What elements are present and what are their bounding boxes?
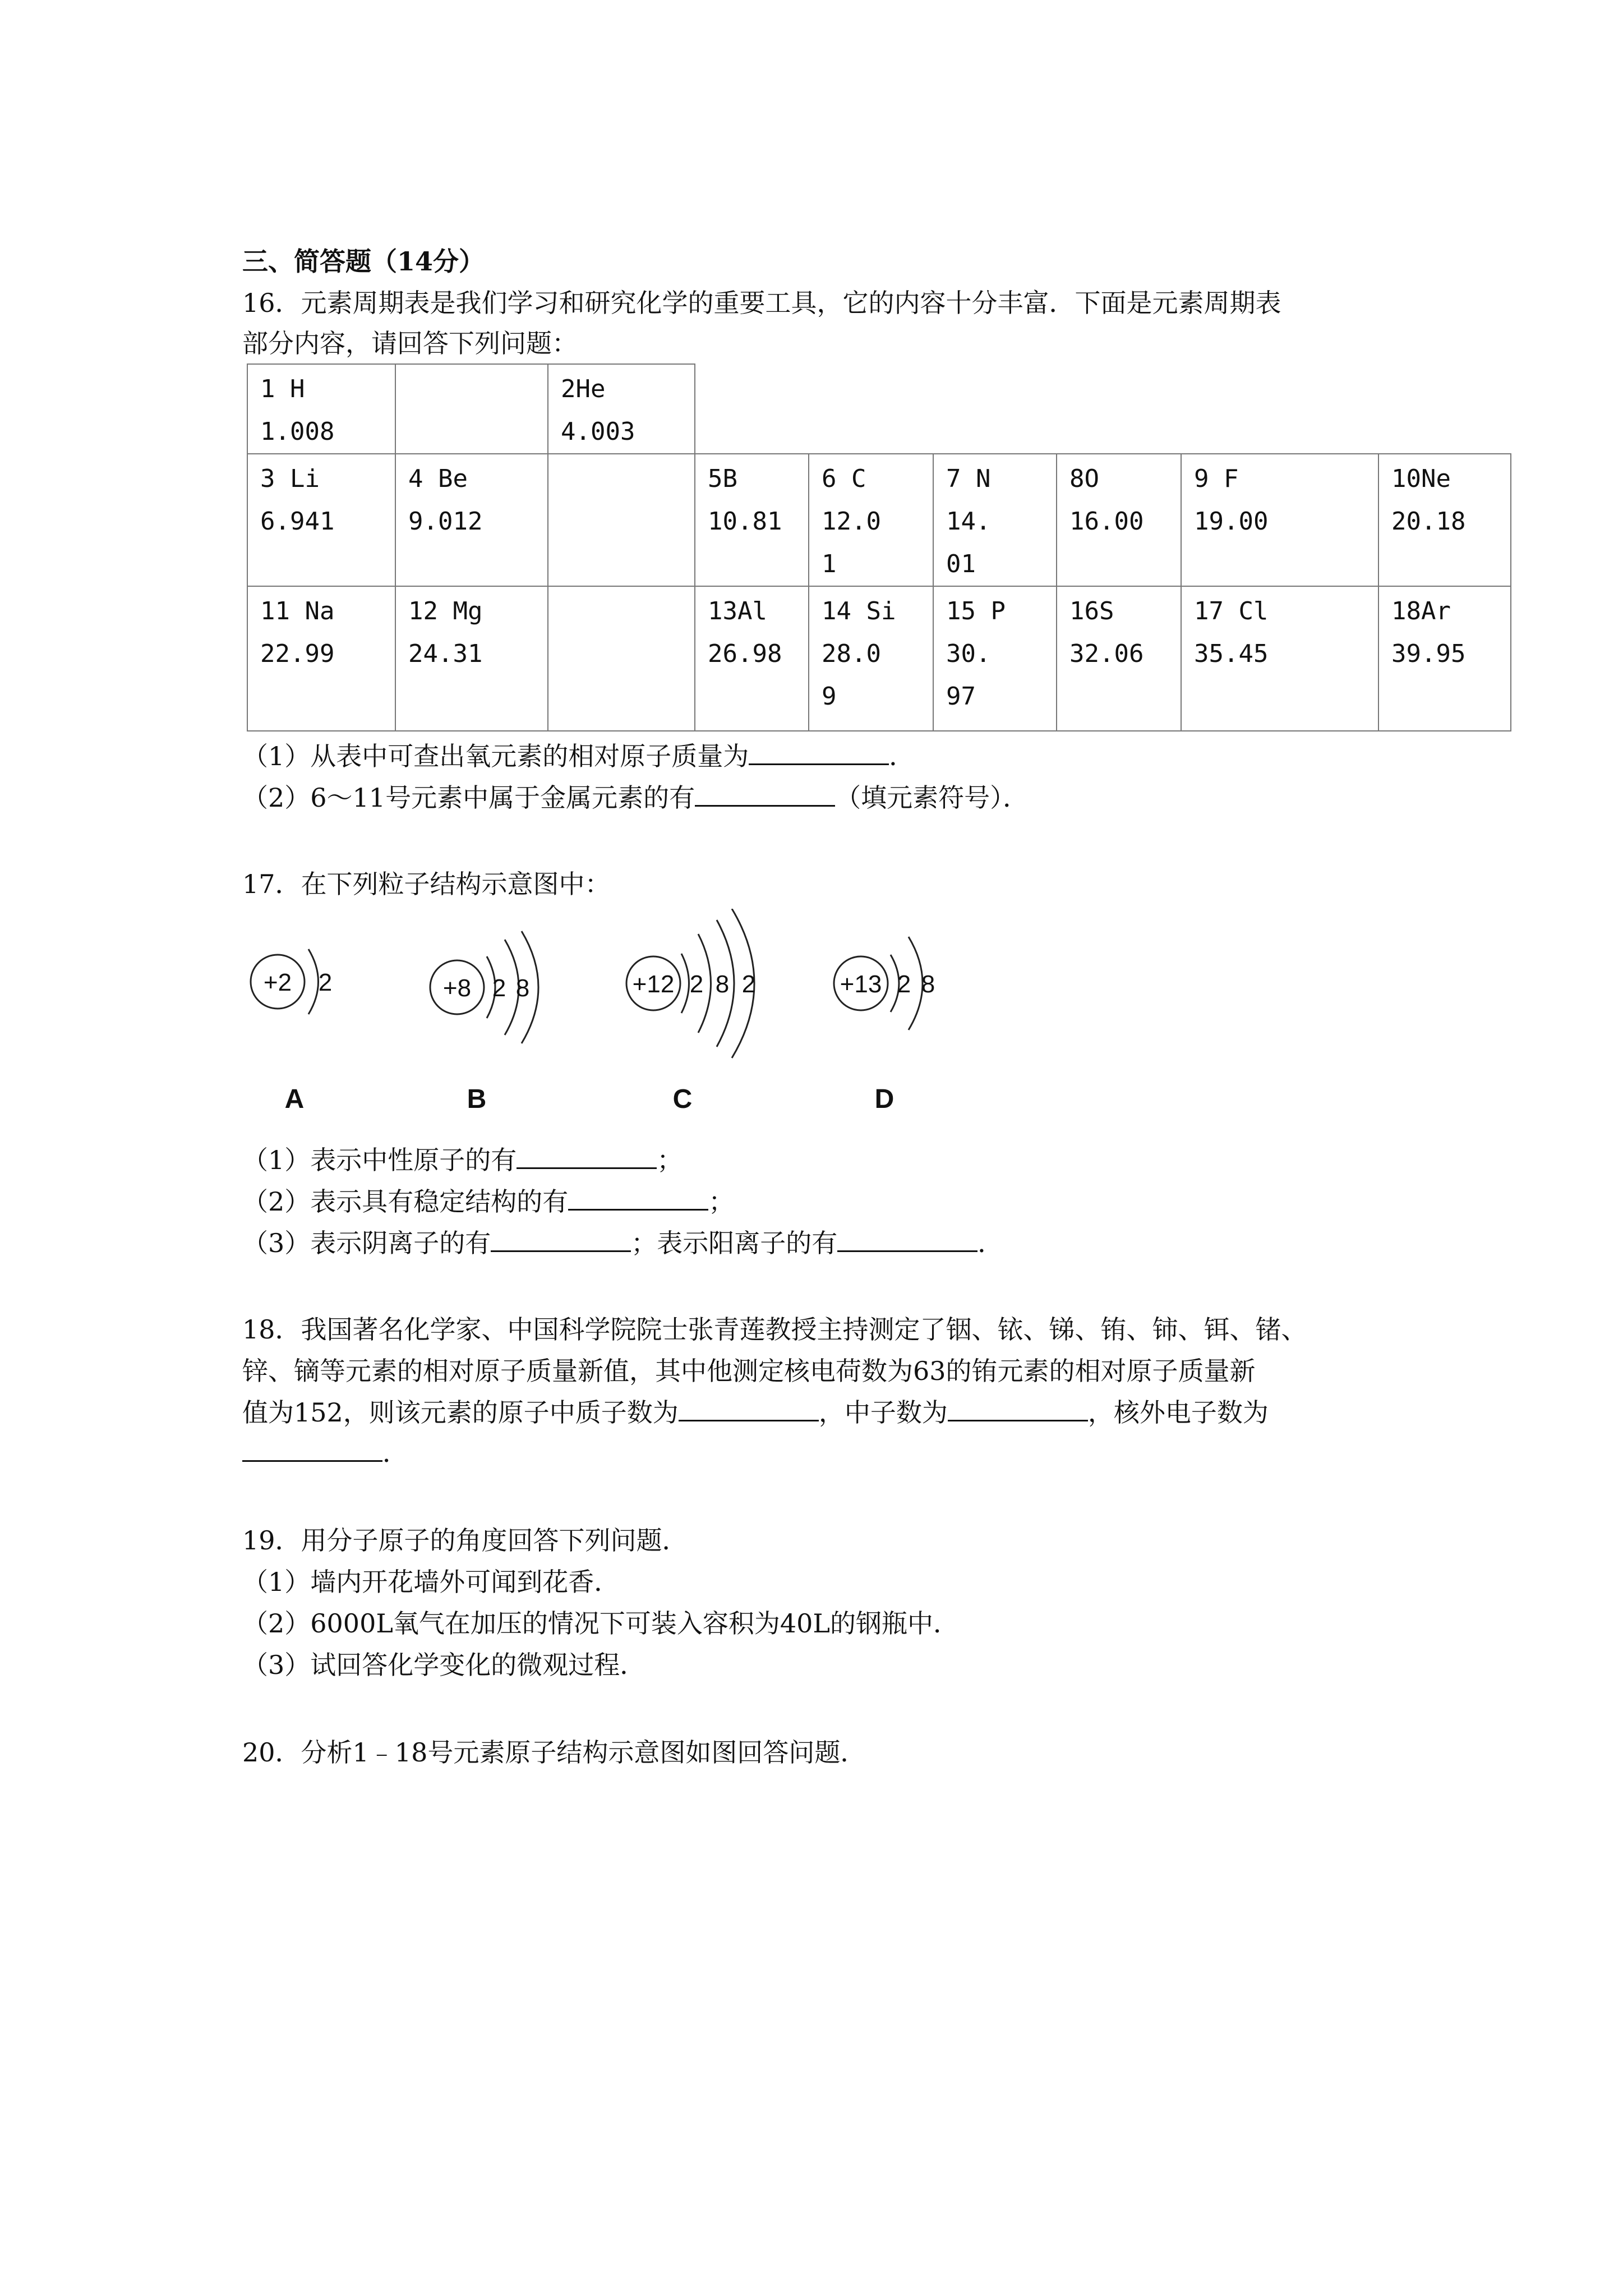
atom-b-shell-2: 8 xyxy=(515,974,530,1002)
cell-ar: 18Ar 39.95 xyxy=(1378,586,1511,731)
atom-c-nucleus: +12 xyxy=(632,970,675,998)
cell-cl: 17 Cl 35.45 xyxy=(1181,586,1378,731)
cell-si: 14 Si 28.0 9 xyxy=(809,586,933,731)
atom-c-label: C xyxy=(672,1084,693,1114)
cell-li: 3 Li 6.941 xyxy=(247,454,395,586)
cell-f: 9 F 19.00 xyxy=(1181,454,1378,586)
periodic-table xyxy=(247,364,1511,731)
cell-o: 8O 16.00 xyxy=(1057,454,1181,586)
q16-sub2: （2）6～11号元素中属于金属元素的有 （填元素符号）． xyxy=(242,783,1029,813)
q18-line4: ． xyxy=(242,1436,408,1470)
cell-empty xyxy=(548,454,695,586)
cell-na: 11 Na 22.99 xyxy=(247,586,395,731)
atom-a-label: A xyxy=(284,1084,305,1114)
q17-stem: 17．在下列粒子结构示意图中： xyxy=(242,869,611,899)
q16-sub2-answer-blank[interactable] xyxy=(695,783,835,807)
atom-a-shell-1: 2 xyxy=(318,969,333,996)
q16-sub1-answer-blank[interactable] xyxy=(749,741,889,765)
table-row-2 xyxy=(247,454,1511,586)
cell-n: 7 N 14. 01 xyxy=(933,454,1057,586)
cell-ne: 10Ne 20.18 xyxy=(1378,454,1511,586)
cell-empty xyxy=(548,586,695,731)
q17-sub1: （1）表示中性原子的有 ； xyxy=(242,1145,683,1175)
q16-sub1: （1）从表中可查出氧元素的相对原子质量为 ． xyxy=(242,741,915,771)
table-row-1 xyxy=(247,364,1511,454)
q19-sub2: （2）6000L氧气在加压的情况下可装入容积为40L的钢瓶中． xyxy=(242,1608,959,1639)
cell-empty xyxy=(395,364,548,454)
cell-he: 2He 4.003 xyxy=(548,364,695,454)
atom-structure-diagrams xyxy=(241,909,998,1133)
atom-d-shell-2: 8 xyxy=(921,970,935,998)
q19-stem: 19．用分子原子的角度回答下列问题． xyxy=(242,1525,688,1556)
q16-stem-line1: 16．元素周期表是我们学习和研究化学的重要工具，它的内容十分丰富．下面是元素周期表 xyxy=(242,288,1281,318)
cell-s: 16S 32.06 xyxy=(1057,586,1181,731)
atom-b-shell-1: 2 xyxy=(492,974,506,1002)
q19-sub1: （1）墙内开花墙外可闻到花香． xyxy=(242,1567,620,1597)
table-row-3 xyxy=(247,586,1511,731)
cell-h: 1 H 1.008 xyxy=(247,364,395,454)
section-title: 三、简答题（14分） xyxy=(242,246,485,277)
q18-neutron-blank[interactable] xyxy=(948,1397,1088,1421)
cell-al: 13Al 26.98 xyxy=(695,586,809,731)
atom-d-nucleus: +13 xyxy=(840,970,882,998)
cell-b: 5B 10.81 xyxy=(695,454,809,586)
cell-p: 15 P 30. 97 xyxy=(933,586,1057,731)
atom-d-shell-1: 2 xyxy=(897,970,911,998)
q18-line2: 锌、镝等元素的相对原子质量新值，其中他测定核电荷数为63的铕元素的相对原子质量新 xyxy=(242,1356,1256,1386)
q18-proton-blank[interactable] xyxy=(679,1397,819,1421)
atom-c-shell-1: 2 xyxy=(689,970,704,998)
q17-sub2: （2）表示具有稳定结构的有 ； xyxy=(242,1186,735,1217)
cell-be: 4 Be 9.012 xyxy=(395,454,548,586)
q17-sub3: （3）表示阴离子的有 ；表示阳离子的有 ． xyxy=(242,1228,1004,1258)
q18-line3: 值为152，则该元素的原子中质子数为 ，中子数为 ，核外电子数为 xyxy=(242,1397,1269,1428)
atom-a-nucleus: +2 xyxy=(263,969,292,996)
atom-c-shell-3: 2 xyxy=(741,970,756,998)
q18-line1: 18．我国著名化学家、中国科学院院士张青莲教授主持测定了铟、铱、锑、铕、铈、铒、锗、 xyxy=(242,1314,1307,1345)
q17-sub3-cation-blank[interactable] xyxy=(837,1228,978,1252)
atom-b-nucleus: +8 xyxy=(442,974,472,1002)
q19-sub3: （3）试回答化学变化的微观过程． xyxy=(242,1650,646,1680)
atom-b-label: B xyxy=(467,1084,487,1114)
q20-stem: 20．分析1﹣18号元素原子结构示意图如图回答问题． xyxy=(242,1737,866,1768)
cell-c: 6 C 12.0 1 xyxy=(809,454,933,586)
q18-electron-blank[interactable] xyxy=(242,1438,382,1462)
atom-d-label: D xyxy=(874,1084,895,1114)
q17-sub1-answer-blank[interactable] xyxy=(517,1145,657,1169)
atom-c-shell-2: 8 xyxy=(715,970,730,998)
q16-stem-line2: 部分内容，请回答下列问题： xyxy=(242,328,578,358)
cell-mg: 12 Mg 24.31 xyxy=(395,586,548,731)
q17-sub3-anion-blank[interactable] xyxy=(491,1228,631,1252)
q17-sub2-answer-blank[interactable] xyxy=(568,1186,708,1211)
